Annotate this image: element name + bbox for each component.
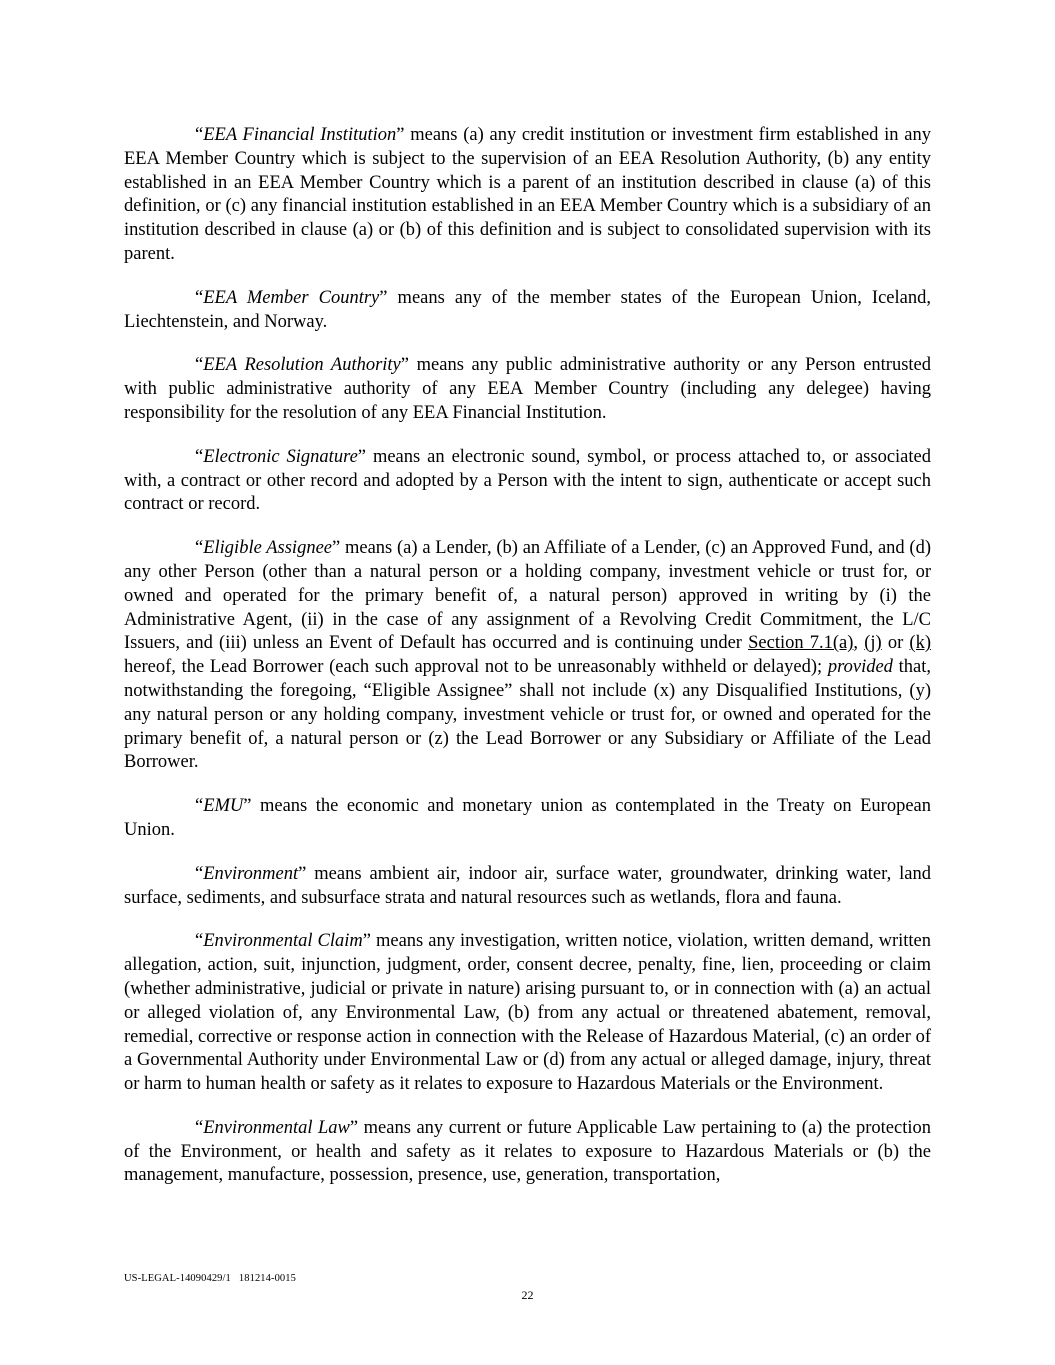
definition-environmental-law: “Environmental Law” means any current or future Applicable Law pertaining to (a) the protection of the Environment, or health and safety as it relates to exposure to Hazardous Materials or (b) the management, manufacture, possession, presence, use, generation, transportation, (124, 1117, 931, 1186)
defined-term: Environment (203, 863, 299, 884)
definition-eea-resolution-authority: “EEA Resolution Authority” means any public administrative authority or any Person entrusted with public administrative authority of any EEA Member Country (including any delegee) having responsibility for the resolution of any EEA Financial Institution. (124, 355, 932, 423)
definition-text: ” means (a) any credit institution or investment firm established in any EEA Member Country which is subject to the supervision of an EEA Resolution Authority, (b) any entity established in an EEA Member Country which is a parent of an institution described in clause (a) of this definition, or (c) any financial institution established in an EEA Member Country which is a subsidiary of an institution described in clause (a) or (b) of this definition and is subject to consolidated supervision with its parent. (124, 125, 931, 264)
provided-emphasis: provided (827, 657, 893, 678)
defined-term: EMU (203, 796, 244, 817)
definition-text: ” means an electronic sound, symbol, or process attached to, or associated with, a contract or other record and adopted by a Person with the intent to sign, authenticate or accept such contract or record. (124, 446, 931, 515)
doc-id: US-LEGAL-14090429/1 (124, 1273, 231, 1284)
definition-text: ” means (a) a Lender, (b) an Affiliate of a Lender, (c) an Approved Fund, and (d) any other Person (other than a natural person or a holding company, investment vehicle or trust for, or owned and operated for the primary benefit of, a natural person) approved in writing by (i) the Administrative Agent, (ii) in the case of any assignment of a Revolving Credit Commitment, the L/C Issuers, and (iii) unless an Event of Default has occurred and is continuing under (124, 538, 931, 654)
definition-eligible-assignee: “Eligible Assignee” means (a) a Lender, (b) an Affiliate of a Lender, (c) an Approved Fund, and (d) any other Person (other than a natural person or a holding company, investment vehicle or trust for, or owned and operated for the primary benefit of, a natural person) approved in writing by (i) the Administrative Agent, (ii) in the case of any assignment of a Revolving Credit Commitment, the L/C Issuers, and (iii) unless an Event of Default has occurred and is continuing under Section 7.1(a), (j) or (k) hereof, the Lead Borrower (each such approval not to be unreasonably withheld or delayed); provided that, notwithstanding the foregoing, “Eligible Assignee” shall not include (x) any Disqualified Institutions, (y) any natural person or any holding company, investment vehicle or trust for, or owned and operated for the primary benefit of, a natural person or (z) the Lead Borrower or any Subsidiary or Affiliate of the Lead Borrower. (124, 538, 931, 773)
defined-term: Environmental Claim (203, 931, 363, 952)
definition-text: ” means any public administrative authority or any Person entrusted with public administrative authority of any EEA Member Country (including any delegee) having responsibility for the resolution of any EEA Financial Institution. (124, 355, 932, 423)
defined-term: Electronic Signature (203, 446, 358, 467)
document-body (124, 124, 931, 1208)
definition-text: ” means any of the member states of the European Union, Iceland, Liechtenstein, and Norway. (124, 287, 931, 332)
definition-text: that, notwithstanding the foregoing, “Eligible Assignee” shall not include (x) any Disqualified Institutions, (y) any natural person or any holding company, investment vehicle or trust for, or owned and operated for the primary benefit of, a natural person or (z) the Lead Borrower or any Subsidiary or Affiliate of the Lead Borrower. (124, 657, 931, 773)
defined-term: Environmental Law (203, 1117, 350, 1138)
defined-term: EEA Resolution Authority (203, 355, 401, 376)
definition-text: ” means any investigation, written notice, violation, written demand, written allegation, action, suit, injunction, judgment, order, consent decree, penalty, fine, lien, proceeding or claim (whether administrative, judicial or private in nature) arising pursuant to, or in connection with (a) an actual or alleged violation of, any Environmental Law, (b) from any actual or threatened abatement, removal, remedial, corrective or response action in connection with the Release of Hazardous Material, (c) an order of a Governmental Authority under Environmental Law or (d) from any actual or alleged damage, injury, threat or harm to human health or safety as it relates to exposure to Hazardous Materials or the Environment. (124, 931, 931, 1095)
definition-text: ” means any current or future Applicable Law pertaining to (a) the protection of the Environment, or health and safety as it relates to exposure to Hazardous Materials or (b) the management, manufacture, possession, presence, use, generation, transportation, (124, 1117, 931, 1186)
matter-number: 181214-0015 (238, 1273, 296, 1284)
defined-term: EEA Member Country (203, 287, 380, 308)
definition-eea-financial-institution: “EEA Financial Institution” means (a) any credit institution or investment firm established in any EEA Member Country which is subject to the supervision of an EEA Resolution Authority, (b) any entity established in an EEA Member Country which is a parent of an institution described in clause (a) of this definition, or (c) any financial institution established in an EEA Member Country which is a subsidiary of an institution described in clause (a) or (b) of this definition and is subject to consolidated supervision with its parent. (124, 125, 931, 264)
definition-text: hereof, the Lead Borrower (each such approval not to be unreasonably withheld or delayed); (124, 657, 828, 678)
definition-environmental-claim: “Environmental Claim” means any investigation, written notice, violation, written demand, written allegation, action, suit, injunction, judgment, order, consent decree, penalty, fine, lien, proceeding or claim (whether administrative, judicial or private in nature) arising pursuant to, or in connection with (a) an actual or alleged violation of, any Environmental Law, (b) from any actual or threatened abatement, removal, remedial, corrective or response action in connection with the Release of Hazardous Material, (c) an order of a Governmental Authority under Environmental Law or (d) from any actual or alleged damage, injury, threat or harm to human health or safety as it relates to exposure to Hazardous Materials or the Environment. (124, 931, 931, 1095)
clause-j-reference-link[interactable]: (j) (864, 633, 882, 654)
page-number: 22 (521, 1288, 534, 1302)
definition-electronic-signature: “Electronic Signature” means an electronic sound, symbol, or process attached to, or associated with, a contract or other record and adopted by a Person with the intent to sign, authenticate or accept such contract or record. (124, 446, 931, 515)
definition-emu: “EMU” means the economic and monetary union as contemplated in the Treaty on European Union. (124, 796, 931, 840)
section-reference-link[interactable]: Section 7.1(a) (748, 633, 854, 654)
footer-document-id (124, 1273, 296, 1284)
clause-k-reference-link[interactable]: (k) (909, 633, 931, 654)
definition-text: ” means ambient air, indoor air, surface water, groundwater, drinking water, land surface, sediments, and subsurface strata and natural resources such as wetlands, flora and fauna. (124, 863, 931, 908)
definition-text: ” means the economic and monetary union as contemplated in the Treaty on European Union. (124, 796, 931, 840)
definition-eea-member-country: “EEA Member Country” means any of the member states of the European Union, Iceland, Liechtenstein, and Norway. (124, 287, 931, 332)
defined-term: EEA Financial Institution (203, 125, 397, 145)
defined-term: Eligible Assignee (203, 538, 332, 559)
definition-environment: “Environment” means ambient air, indoor air, surface water, groundwater, drinking water, land surface, sediments, and subsurface strata and natural resources such as wetlands, flora and fauna. (124, 863, 931, 908)
